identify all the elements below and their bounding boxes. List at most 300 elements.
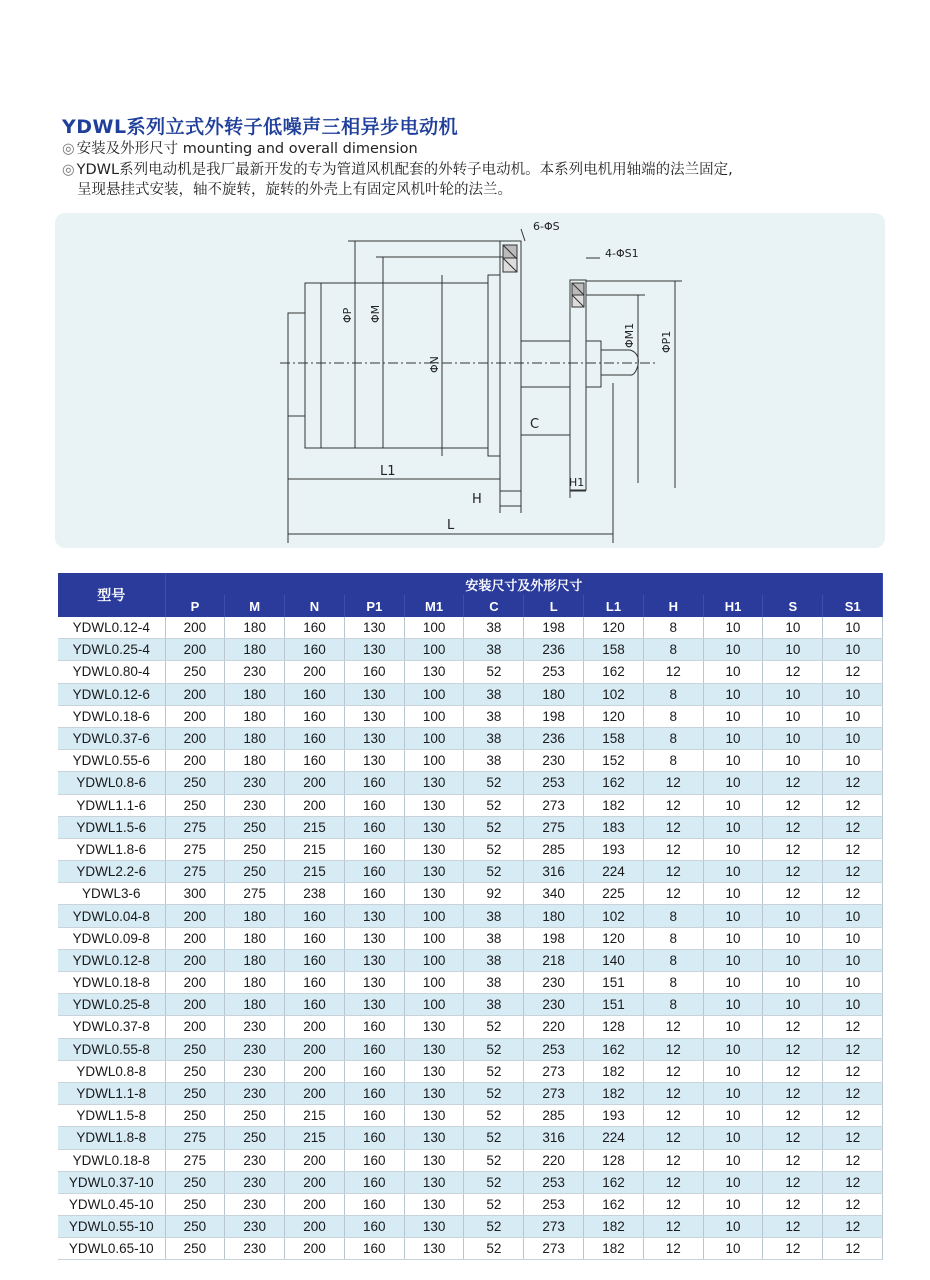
model-cell: YDWL0.25-8 xyxy=(58,994,165,1016)
value-cell: 200 xyxy=(285,772,345,794)
value-cell: 200 xyxy=(285,1149,345,1171)
value-cell: 130 xyxy=(404,838,464,860)
value-cell: 200 xyxy=(285,1082,345,1104)
value-cell: 10 xyxy=(703,949,763,971)
value-cell: 200 xyxy=(165,927,225,949)
value-cell: 52 xyxy=(464,1016,524,1038)
label-c: C xyxy=(530,417,540,432)
label-l1: L1 xyxy=(380,464,396,479)
value-cell: 130 xyxy=(344,750,404,772)
model-cell: YDWL0.55-6 xyxy=(58,750,165,772)
value-cell: 160 xyxy=(285,994,345,1016)
value-cell: 218 xyxy=(524,949,584,971)
value-cell: 285 xyxy=(524,1105,584,1127)
table-row xyxy=(58,838,883,860)
value-cell: 10 xyxy=(823,972,883,994)
value-cell: 230 xyxy=(524,994,584,1016)
model-cell: YDWL0.65-10 xyxy=(58,1238,165,1260)
value-cell: 130 xyxy=(404,1171,464,1193)
value-cell: 8 xyxy=(643,617,703,639)
rotor-flange-shape xyxy=(500,241,521,491)
value-cell: 130 xyxy=(404,1016,464,1038)
value-cell: 102 xyxy=(584,905,644,927)
value-cell: 12 xyxy=(823,1105,883,1127)
value-cell: 200 xyxy=(285,1038,345,1060)
table-row xyxy=(58,994,883,1016)
value-cell: 10 xyxy=(823,949,883,971)
value-cell: 38 xyxy=(464,927,524,949)
model-cell: YDWL0.12-6 xyxy=(58,683,165,705)
value-cell: 198 xyxy=(524,617,584,639)
value-cell: 10 xyxy=(823,683,883,705)
value-cell: 236 xyxy=(524,727,584,749)
header-model: 型号 xyxy=(58,573,165,617)
value-cell: 8 xyxy=(643,683,703,705)
value-cell: 10 xyxy=(763,705,823,727)
value-cell: 8 xyxy=(643,750,703,772)
value-cell: 10 xyxy=(703,617,763,639)
table-row xyxy=(58,1038,883,1060)
value-cell: 200 xyxy=(165,617,225,639)
value-cell: 340 xyxy=(524,883,584,905)
value-cell: 182 xyxy=(584,1238,644,1260)
value-cell: 160 xyxy=(344,1216,404,1238)
value-cell: 130 xyxy=(404,883,464,905)
table-row xyxy=(58,1127,883,1149)
table-row xyxy=(58,661,883,683)
value-cell: 12 xyxy=(823,1149,883,1171)
value-cell: 38 xyxy=(464,972,524,994)
value-cell: 160 xyxy=(344,1082,404,1104)
value-cell: 275 xyxy=(165,816,225,838)
value-cell: 130 xyxy=(344,927,404,949)
model-cell: YDWL0.55-10 xyxy=(58,1216,165,1238)
value-cell: 12 xyxy=(823,883,883,905)
value-cell: 180 xyxy=(225,972,285,994)
value-cell: 182 xyxy=(584,1082,644,1104)
value-cell: 230 xyxy=(225,1038,285,1060)
value-cell: 12 xyxy=(763,772,823,794)
value-cell: 130 xyxy=(344,905,404,927)
value-cell: 8 xyxy=(643,705,703,727)
value-cell: 10 xyxy=(703,1238,763,1260)
value-cell: 52 xyxy=(464,816,524,838)
value-cell: 10 xyxy=(703,1082,763,1104)
model-cell: YDWL1.1-8 xyxy=(58,1082,165,1104)
model-cell: YDWL1.8-8 xyxy=(58,1127,165,1149)
model-cell: YDWL0.18-6 xyxy=(58,705,165,727)
value-cell: 10 xyxy=(823,905,883,927)
value-cell: 160 xyxy=(285,705,345,727)
value-cell: 152 xyxy=(584,750,644,772)
model-cell: YDWL0.09-8 xyxy=(58,927,165,949)
value-cell: 12 xyxy=(763,1193,823,1215)
value-cell: 12 xyxy=(823,794,883,816)
value-cell: 130 xyxy=(404,1216,464,1238)
value-cell: 130 xyxy=(404,1238,464,1260)
value-cell: 200 xyxy=(165,727,225,749)
value-cell: 12 xyxy=(823,1171,883,1193)
model-cell: YDWL0.55-8 xyxy=(58,1038,165,1060)
value-cell: 128 xyxy=(584,1149,644,1171)
column-header: H xyxy=(643,595,703,617)
value-cell: 230 xyxy=(225,794,285,816)
column-header: P1 xyxy=(344,595,404,617)
value-cell: 12 xyxy=(643,838,703,860)
value-cell: 102 xyxy=(584,683,644,705)
model-cell: YDWL1.5-8 xyxy=(58,1105,165,1127)
value-cell: 151 xyxy=(584,994,644,1016)
column-header: M xyxy=(225,595,285,617)
value-cell: 250 xyxy=(225,861,285,883)
value-cell: 162 xyxy=(584,772,644,794)
page-title: YDWL系列立式外转子低噪声三相异步电动机 xyxy=(62,116,459,138)
value-cell: 10 xyxy=(823,617,883,639)
model-cell: YDWL1.8-6 xyxy=(58,838,165,860)
value-cell: 253 xyxy=(524,1193,584,1215)
value-cell: 12 xyxy=(643,816,703,838)
value-cell: 180 xyxy=(225,905,285,927)
value-cell: 158 xyxy=(584,727,644,749)
intro-line-1 xyxy=(62,140,418,159)
value-cell: 230 xyxy=(225,1238,285,1260)
value-cell: 100 xyxy=(404,949,464,971)
value-cell: 52 xyxy=(464,1060,524,1082)
value-cell: 38 xyxy=(464,905,524,927)
value-cell: 10 xyxy=(703,772,763,794)
column-header-row xyxy=(58,595,883,617)
value-cell: 38 xyxy=(464,683,524,705)
value-cell: 160 xyxy=(344,1238,404,1260)
value-cell: 52 xyxy=(464,772,524,794)
value-cell: 200 xyxy=(285,661,345,683)
value-cell: 215 xyxy=(285,816,345,838)
model-cell: YDWL0.37-8 xyxy=(58,1016,165,1038)
value-cell: 200 xyxy=(165,949,225,971)
value-cell: 10 xyxy=(703,905,763,927)
value-cell: 52 xyxy=(464,1082,524,1104)
value-cell: 151 xyxy=(584,972,644,994)
value-cell: 12 xyxy=(643,772,703,794)
value-cell: 38 xyxy=(464,949,524,971)
value-cell: 12 xyxy=(823,861,883,883)
value-cell: 12 xyxy=(763,838,823,860)
value-cell: 100 xyxy=(404,972,464,994)
value-cell: 275 xyxy=(225,883,285,905)
value-cell: 130 xyxy=(404,816,464,838)
value-cell: 250 xyxy=(225,816,285,838)
value-cell: 10 xyxy=(703,1038,763,1060)
model-cell: YDWL0.37-6 xyxy=(58,727,165,749)
model-cell: YDWL2.2-6 xyxy=(58,861,165,883)
value-cell: 10 xyxy=(703,705,763,727)
value-cell: 10 xyxy=(823,639,883,661)
label-phi-m1: ΦM1 xyxy=(623,322,636,348)
value-cell: 200 xyxy=(285,1171,345,1193)
value-cell: 10 xyxy=(763,750,823,772)
table-row xyxy=(58,949,883,971)
value-cell: 12 xyxy=(763,1082,823,1104)
model-cell: YDWL0.04-8 xyxy=(58,905,165,927)
table-row xyxy=(58,927,883,949)
table-row xyxy=(58,727,883,749)
value-cell: 250 xyxy=(165,1171,225,1193)
value-cell: 12 xyxy=(643,1149,703,1171)
label-4-s1: 4-ΦS1 xyxy=(605,247,639,260)
value-cell: 8 xyxy=(643,727,703,749)
value-cell: 10 xyxy=(823,750,883,772)
fixed-flange-shape xyxy=(570,280,586,490)
value-cell: 10 xyxy=(703,750,763,772)
value-cell: 10 xyxy=(703,972,763,994)
value-cell: 250 xyxy=(165,661,225,683)
value-cell: 200 xyxy=(285,794,345,816)
value-cell: 52 xyxy=(464,1149,524,1171)
value-cell: 10 xyxy=(703,1149,763,1171)
model-cell: YDWL0.80-4 xyxy=(58,661,165,683)
value-cell: 275 xyxy=(165,1127,225,1149)
value-cell: 10 xyxy=(763,972,823,994)
value-cell: 12 xyxy=(763,1038,823,1060)
value-cell: 12 xyxy=(823,838,883,860)
model-cell: YDWL0.12-8 xyxy=(58,949,165,971)
intro-line-2 xyxy=(62,161,912,180)
value-cell: 10 xyxy=(703,1171,763,1193)
value-cell: 160 xyxy=(285,750,345,772)
model-cell: YDWL0.18-8 xyxy=(58,1149,165,1171)
value-cell: 8 xyxy=(643,905,703,927)
value-cell: 236 xyxy=(524,639,584,661)
value-cell: 180 xyxy=(225,705,285,727)
value-cell: 162 xyxy=(584,1038,644,1060)
value-cell: 52 xyxy=(464,1171,524,1193)
value-cell: 200 xyxy=(285,1060,345,1082)
value-cell: 275 xyxy=(524,816,584,838)
value-cell: 10 xyxy=(763,905,823,927)
value-cell: 100 xyxy=(404,639,464,661)
bullet-circle-icon: ◎ xyxy=(62,162,75,178)
value-cell: 38 xyxy=(464,617,524,639)
value-cell: 130 xyxy=(404,794,464,816)
value-cell: 273 xyxy=(524,1216,584,1238)
value-cell: 316 xyxy=(524,1127,584,1149)
value-cell: 180 xyxy=(225,617,285,639)
value-cell: 130 xyxy=(344,949,404,971)
label-phi-n: ΦN xyxy=(428,356,441,373)
value-cell: 238 xyxy=(285,883,345,905)
value-cell: 12 xyxy=(643,1105,703,1127)
intro-line-3: 呈现悬挂式安装，轴不旋转，旋转的外壳上有固定风机叶轮的法兰。 xyxy=(77,182,512,198)
label-l: L xyxy=(447,518,455,533)
value-cell: 200 xyxy=(285,1216,345,1238)
value-cell: 180 xyxy=(225,727,285,749)
value-cell: 12 xyxy=(823,661,883,683)
value-cell: 128 xyxy=(584,1016,644,1038)
table-row xyxy=(58,772,883,794)
housing-shape xyxy=(305,283,488,448)
value-cell: 130 xyxy=(344,617,404,639)
value-cell: 285 xyxy=(524,838,584,860)
value-cell: 8 xyxy=(643,949,703,971)
value-cell: 160 xyxy=(344,1016,404,1038)
value-cell: 12 xyxy=(643,1016,703,1038)
value-cell: 250 xyxy=(165,1060,225,1082)
value-cell: 130 xyxy=(404,1193,464,1215)
value-cell: 38 xyxy=(464,750,524,772)
value-cell: 215 xyxy=(285,838,345,860)
value-cell: 12 xyxy=(763,661,823,683)
value-cell: 12 xyxy=(763,883,823,905)
value-cell: 52 xyxy=(464,838,524,860)
value-cell: 200 xyxy=(165,750,225,772)
bullet-circle-icon: ◎ xyxy=(62,141,75,157)
value-cell: 10 xyxy=(823,994,883,1016)
value-cell: 130 xyxy=(344,683,404,705)
column-header: H1 xyxy=(703,595,763,617)
value-cell: 12 xyxy=(763,1127,823,1149)
value-cell: 273 xyxy=(524,794,584,816)
value-cell: 38 xyxy=(464,727,524,749)
value-cell: 100 xyxy=(404,705,464,727)
model-cell: YDWL0.8-8 xyxy=(58,1060,165,1082)
label-6-s: 6-ΦS xyxy=(533,220,560,233)
value-cell: 10 xyxy=(703,1193,763,1215)
value-cell: 158 xyxy=(584,639,644,661)
value-cell: 52 xyxy=(464,1238,524,1260)
value-cell: 12 xyxy=(763,861,823,883)
model-cell: YDWL1.5-6 xyxy=(58,816,165,838)
value-cell: 10 xyxy=(763,683,823,705)
value-cell: 250 xyxy=(165,1038,225,1060)
value-cell: 120 xyxy=(584,705,644,727)
rear-cap-shape xyxy=(288,313,305,416)
column-header: L xyxy=(524,595,584,617)
value-cell: 10 xyxy=(703,639,763,661)
column-header: S xyxy=(763,595,823,617)
value-cell: 160 xyxy=(344,838,404,860)
value-cell: 180 xyxy=(225,927,285,949)
value-cell: 52 xyxy=(464,1105,524,1127)
value-cell: 12 xyxy=(763,1171,823,1193)
value-cell: 130 xyxy=(404,1060,464,1082)
value-cell: 160 xyxy=(344,861,404,883)
table-row xyxy=(58,794,883,816)
value-cell: 38 xyxy=(464,705,524,727)
value-cell: 12 xyxy=(643,861,703,883)
value-cell: 12 xyxy=(763,794,823,816)
value-cell: 52 xyxy=(464,1127,524,1149)
value-cell: 253 xyxy=(524,772,584,794)
value-cell: 200 xyxy=(165,994,225,1016)
value-cell: 253 xyxy=(524,1038,584,1060)
table-row xyxy=(58,750,883,772)
value-cell: 100 xyxy=(404,617,464,639)
value-cell: 10 xyxy=(703,883,763,905)
value-cell: 12 xyxy=(643,794,703,816)
value-cell: 160 xyxy=(285,617,345,639)
value-cell: 12 xyxy=(643,661,703,683)
value-cell: 12 xyxy=(643,1060,703,1082)
value-cell: 250 xyxy=(225,838,285,860)
value-cell: 8 xyxy=(643,994,703,1016)
value-cell: 10 xyxy=(703,683,763,705)
value-cell: 230 xyxy=(524,750,584,772)
value-cell: 215 xyxy=(285,1127,345,1149)
value-cell: 12 xyxy=(823,1016,883,1038)
value-cell: 12 xyxy=(823,1193,883,1215)
table-row xyxy=(58,1016,883,1038)
value-cell: 130 xyxy=(404,1082,464,1104)
value-cell: 130 xyxy=(404,661,464,683)
value-cell: 160 xyxy=(285,972,345,994)
value-cell: 10 xyxy=(763,994,823,1016)
value-cell: 316 xyxy=(524,861,584,883)
intro-text-1: 安装及外形尺寸 mounting and overall dimension xyxy=(76,141,418,157)
table-row xyxy=(58,705,883,727)
value-cell: 10 xyxy=(703,1060,763,1082)
value-cell: 38 xyxy=(464,994,524,1016)
column-header: L1 xyxy=(584,595,644,617)
table-row xyxy=(58,972,883,994)
value-cell: 162 xyxy=(584,1171,644,1193)
value-cell: 100 xyxy=(404,683,464,705)
value-cell: 224 xyxy=(584,861,644,883)
value-cell: 182 xyxy=(584,794,644,816)
table-row xyxy=(58,1060,883,1082)
value-cell: 250 xyxy=(225,1127,285,1149)
value-cell: 250 xyxy=(225,1105,285,1127)
value-cell: 12 xyxy=(823,1060,883,1082)
value-cell: 52 xyxy=(464,861,524,883)
value-cell: 250 xyxy=(165,1082,225,1104)
value-cell: 12 xyxy=(763,1149,823,1171)
value-cell: 12 xyxy=(823,1082,883,1104)
model-cell: YDWL0.8-6 xyxy=(58,772,165,794)
value-cell: 230 xyxy=(225,772,285,794)
column-header: M1 xyxy=(404,595,464,617)
value-cell: 200 xyxy=(165,905,225,927)
table-row xyxy=(58,1105,883,1127)
model-cell: YDWL0.12-4 xyxy=(58,617,165,639)
value-cell: 12 xyxy=(643,1038,703,1060)
value-cell: 120 xyxy=(584,617,644,639)
value-cell: 250 xyxy=(165,772,225,794)
value-cell: 130 xyxy=(344,972,404,994)
value-cell: 130 xyxy=(404,1149,464,1171)
label-phi-p: ΦP xyxy=(341,307,354,323)
value-cell: 250 xyxy=(165,794,225,816)
model-cell: YDWL0.37-10 xyxy=(58,1171,165,1193)
value-cell: 160 xyxy=(344,661,404,683)
value-cell: 120 xyxy=(584,927,644,949)
value-cell: 130 xyxy=(344,705,404,727)
value-cell: 183 xyxy=(584,816,644,838)
value-cell: 200 xyxy=(165,1016,225,1038)
table-row xyxy=(58,617,883,639)
value-cell: 200 xyxy=(165,972,225,994)
value-cell: 100 xyxy=(404,927,464,949)
value-cell: 12 xyxy=(763,1216,823,1238)
value-cell: 275 xyxy=(165,838,225,860)
value-cell: 253 xyxy=(524,661,584,683)
value-cell: 200 xyxy=(165,639,225,661)
value-cell: 12 xyxy=(823,1238,883,1260)
value-cell: 12 xyxy=(643,1127,703,1149)
value-cell: 10 xyxy=(823,727,883,749)
value-cell: 10 xyxy=(703,1127,763,1149)
value-cell: 52 xyxy=(464,1216,524,1238)
value-cell: 160 xyxy=(285,639,345,661)
